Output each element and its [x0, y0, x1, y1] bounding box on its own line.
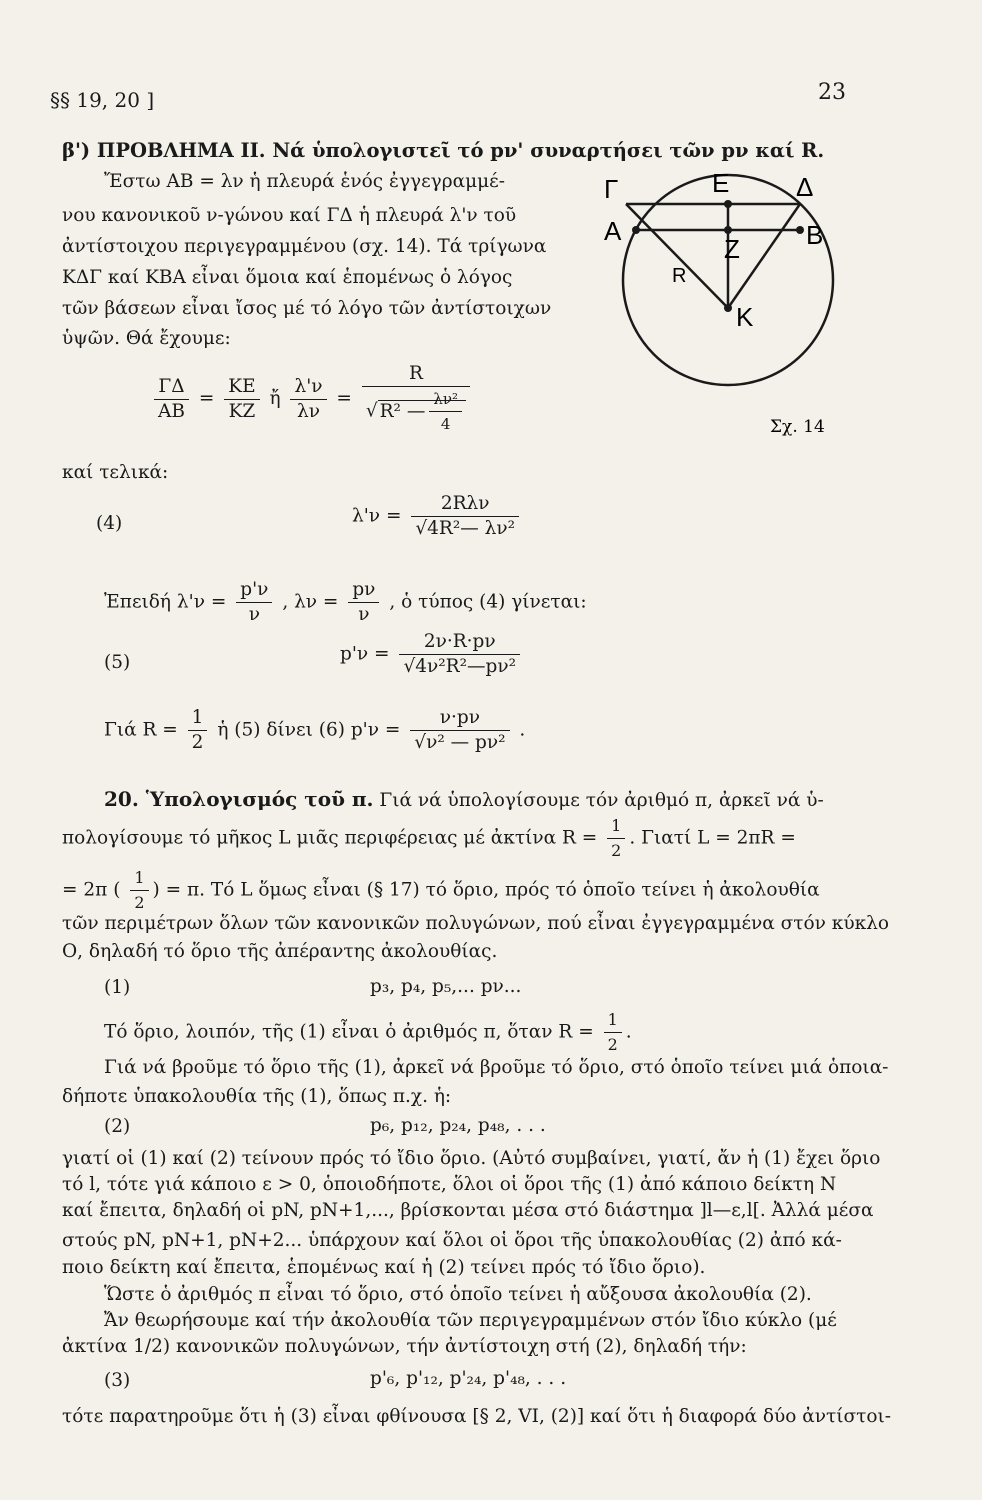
frac-den: 4 — [440, 415, 451, 433]
frac-den: ν — [248, 604, 260, 625]
problem-heading: β') ΠΡΟΒΛΗΜΑ ΙΙ. Νά ὑπολογιστεῖ τό pν' συναρτήσει τῶν pν καί R. — [62, 139, 825, 162]
problem-line-3: ἀντίστοιχου περιγεγραμμένου (σχ. 14). Τά τρίγωνα — [62, 236, 547, 257]
frac-num: 2ν·R·pν — [399, 630, 520, 655]
section-20-line-8: δήποτε ὑπακολουθία τῆς (1), ὅπως π.χ. ἡ: — [62, 1086, 452, 1107]
frac-den: ΚΖ — [228, 400, 256, 422]
frac-num: λν² — [429, 387, 462, 412]
label-R: R — [672, 265, 687, 287]
label-B: B — [806, 220, 824, 250]
section-20-line-16: ἀκτίνα 1/2) κανονικῶν πολυγώνων, τήν ἀντίστοιχη στή (2), δηλαδή τήν: — [62, 1336, 747, 1357]
figure-caption: Σχ. 14 — [770, 417, 825, 437]
problem-line-6: ὑψῶν. Θά ἔχουμε: — [62, 328, 231, 349]
section-20-line-1-rest: Γιά νά ὑπολογίσουμε τόν ἀριθμό π, ἀρκεῖ νά ὑ- — [379, 790, 824, 811]
text-run: = 2π ( — [62, 879, 121, 901]
eq-label-4: (4) — [96, 513, 123, 534]
point-A — [632, 226, 640, 234]
frac-num: 1 — [607, 814, 625, 839]
label-G: Γ — [604, 174, 619, 204]
point-K — [724, 304, 732, 312]
figure-14 — [600, 160, 850, 440]
seq-label-2: (2) — [104, 1116, 131, 1137]
frac-num: p'ν — [236, 578, 272, 603]
equation-6 — [104, 706, 525, 755]
frac-den: √ R² — $\frac{\text{λν²}}{4}$ — [362, 387, 470, 436]
section-20-line-9: γιατί οἱ (1) καί (2) τείνουν πρός τό ἴδιο ὅριο. (Αὐτό συμβαίνει, γιατί, ἄν ἡ (1) ἔχει ὅριο — [62, 1148, 881, 1169]
section-20-line-10: τό l, τότε γιά κάποιο ε > 0, ὁποιοδήποτε, ὅλοι οἱ ὅροι τῆς (1) ἀπό κάποιο δείκτη N — [62, 1174, 837, 1195]
problem-line-1: Ἔστω AB = λν ἡ πλευρά ἑνός ἐγγεγραμμέ- — [104, 171, 505, 192]
ratio-equation: $\frac{\Gamma\Delta}{AB}$ = $\frac{KE}{KZ}$ ἤ $\frac{\lambda'\nu}{\lambda\nu}$ = R √ R² — $\frac{\text{λν²}}{4}$ — [150, 362, 474, 436]
since-word: Ἐπειδή — [104, 591, 171, 613]
frac-den: √ν² — pν² — [414, 732, 506, 753]
eq4-lhs: λ'ν = — [352, 505, 402, 527]
sequence-3: p'₆, p'₁₂, p'₂₄, p'₄₈, . . . — [370, 1368, 567, 1389]
equation-5 — [340, 630, 524, 679]
frac-num: λ'ν — [290, 375, 326, 400]
section-20-line-17: τότε παρατηροῦμε ὅτι ἡ (3) εἶναι φθίνουσα [§ 2, VI, (2)] καί ὅτι ἡ διαφορά δύο ἀντίστοι- — [62, 1406, 892, 1427]
text-run: . Γιατί L = 2πR = — [629, 827, 796, 849]
frac-den: 2 — [134, 893, 145, 912]
frac-den: 2 — [607, 1035, 618, 1054]
seq-label-1: (1) — [104, 977, 131, 998]
section-20-line-11: καί ἔπειτα, δηλαδή οἱ pN, pN+1,..., βρίσκονται μέσα στό διάστημα ]l—ε,l[. Ἀλλά μέσα — [62, 1200, 874, 1221]
section-20-line-7: Γιά νά βροῦμε τό ὅριο τῆς (1), ἀρκεῖ νά βροῦμε τό ὅριο, στό ὁποῖο τείνει μιά ὁποια- — [104, 1057, 889, 1078]
eq6-mid: ἡ (5) δίνει (6) p'ν = — [217, 719, 401, 741]
section-20-line-4: τῶν περιμέτρων ὅλων τῶν κανονικῶν πολυγώνων, πού εἶναι ἐγγεγραμμένα στόν κύκλο — [62, 913, 890, 934]
section-reference: §§ 19, 20 ] — [50, 88, 155, 112]
section-20-line-3 — [62, 866, 820, 915]
and-finally: καί τελικά: — [62, 462, 169, 483]
eq-label-5: (5) — [104, 652, 131, 673]
frac-den: √4R²— λν² — [415, 518, 516, 539]
frac-den: 2 — [191, 732, 204, 753]
eq6-end: . — [519, 719, 526, 741]
section-20-line-1 — [104, 786, 824, 814]
equation-4 — [352, 492, 523, 541]
since-lhs-b: , λν = — [282, 591, 339, 613]
text-run: πολογίσουμε τό μῆκος L μιᾶς περιφέρειας μέ ἀκτίνα R = — [62, 827, 598, 849]
segment-KG — [626, 204, 728, 308]
label-Z: Z — [724, 234, 740, 264]
frac-num: 1 — [130, 866, 148, 891]
section-20-line-14: Ὥστε ὁ ἀριθμός π εἶναι τό ὅριο, στό ὁποῖο τείνει ἡ αὔξουσα ἀκολουθία (2). — [104, 1284, 812, 1305]
problem-line-4: ΚΔΓ καί ΚΒΑ εἶναι ὅμοια καί ἑπομένως ὁ λόγος — [62, 267, 513, 288]
section-20-line-2 — [62, 814, 796, 863]
section-20-line-13: ποιο δείκτη καί ἔπειτα, ἑπομένως καί ἡ (2) τείνει πρός τό ἴδιο ὅριο). — [62, 1257, 706, 1278]
since-tail: , ὁ τύπος (4) γίνεται: — [389, 591, 587, 613]
text-run: ) = π. Τό L ὅμως εἶναι (§ 17) τό ὅριο, πρός τό ὁποῖο τείνει ἡ ἀκολουθία — [152, 879, 820, 901]
frac-den: λν — [297, 400, 320, 422]
frac-den: 2 — [611, 841, 622, 860]
label-E: Ε — [712, 168, 730, 198]
section-20-line-5: Ο, δηλαδή τό ὅριο τῆς ἀπέραντης ἀκολουθίας. — [62, 941, 498, 962]
frac-num: 1 — [604, 1008, 622, 1033]
point-E — [724, 200, 732, 208]
section-20-line-15: Ἄν θεωρήσουμε καί τήν ἀκολουθία τῶν περιγεγραμμένων στόν ἴδιο κύκλο (μέ — [104, 1310, 837, 1331]
label-A: A — [604, 216, 622, 246]
eq5-lhs: p'ν = — [340, 643, 390, 665]
problem-line-2: νου κανονικοῦ ν-γώνου καί ΓΔ ἡ πλευρά λ'ν τοῦ — [62, 205, 517, 226]
frac-num: R — [362, 362, 470, 387]
or-word: ἤ — [269, 388, 281, 409]
problem-line-5: τῶν βάσεων εἶναι ἴσος μέ τό λόγο τῶν ἀντίστοιχων — [62, 298, 552, 319]
frac-num: ν·pν — [410, 706, 509, 731]
text-run: . — [625, 1021, 632, 1043]
section-20-line-12: στούς pN, pN+1, pN+2... ὑπάρχουν καί ὅλοι οἱ ὅροι τῆς ὑπακολουθίας (2) ἀπό κά- — [62, 1230, 842, 1251]
since-line — [104, 578, 587, 627]
point-B — [796, 226, 804, 234]
label-K: K — [736, 302, 754, 332]
since-lhs-a: λ'ν = — [176, 591, 227, 613]
point-Z — [724, 226, 732, 234]
frac-num: 1 — [188, 706, 208, 731]
page-number: 23 — [818, 80, 846, 105]
section-20-line-6 — [104, 1008, 632, 1057]
frac-num: ΚΕ — [224, 375, 259, 400]
label-D: Δ — [796, 172, 814, 202]
eq6-start: Γιά R = — [104, 719, 178, 741]
sequence-2: p₆, p₁₂, p₂₄, p₄₈, . . . — [370, 1115, 546, 1136]
text-run: Τό ὅριο, λοιπόν, τῆς (1) εἶναι ὁ ἀριθμός π, ὅταν R = — [104, 1021, 594, 1043]
seq-label-3: (3) — [104, 1370, 131, 1391]
sequence-1: p₃, p₄, p₅,... pν... — [370, 976, 522, 997]
frac-num: ΓΔ — [154, 375, 189, 400]
frac-den: AB — [158, 400, 185, 422]
frac-num: 2Rλν — [411, 492, 519, 517]
frac-den: ν — [358, 604, 370, 625]
section-20-heading: 20. Ὑπολογισμός τοῦ π. — [104, 787, 374, 811]
frac-num: pν — [348, 578, 379, 603]
sqrt-term: R² — — [379, 400, 426, 422]
frac-den: √4ν²R²—pν² — [403, 656, 517, 677]
